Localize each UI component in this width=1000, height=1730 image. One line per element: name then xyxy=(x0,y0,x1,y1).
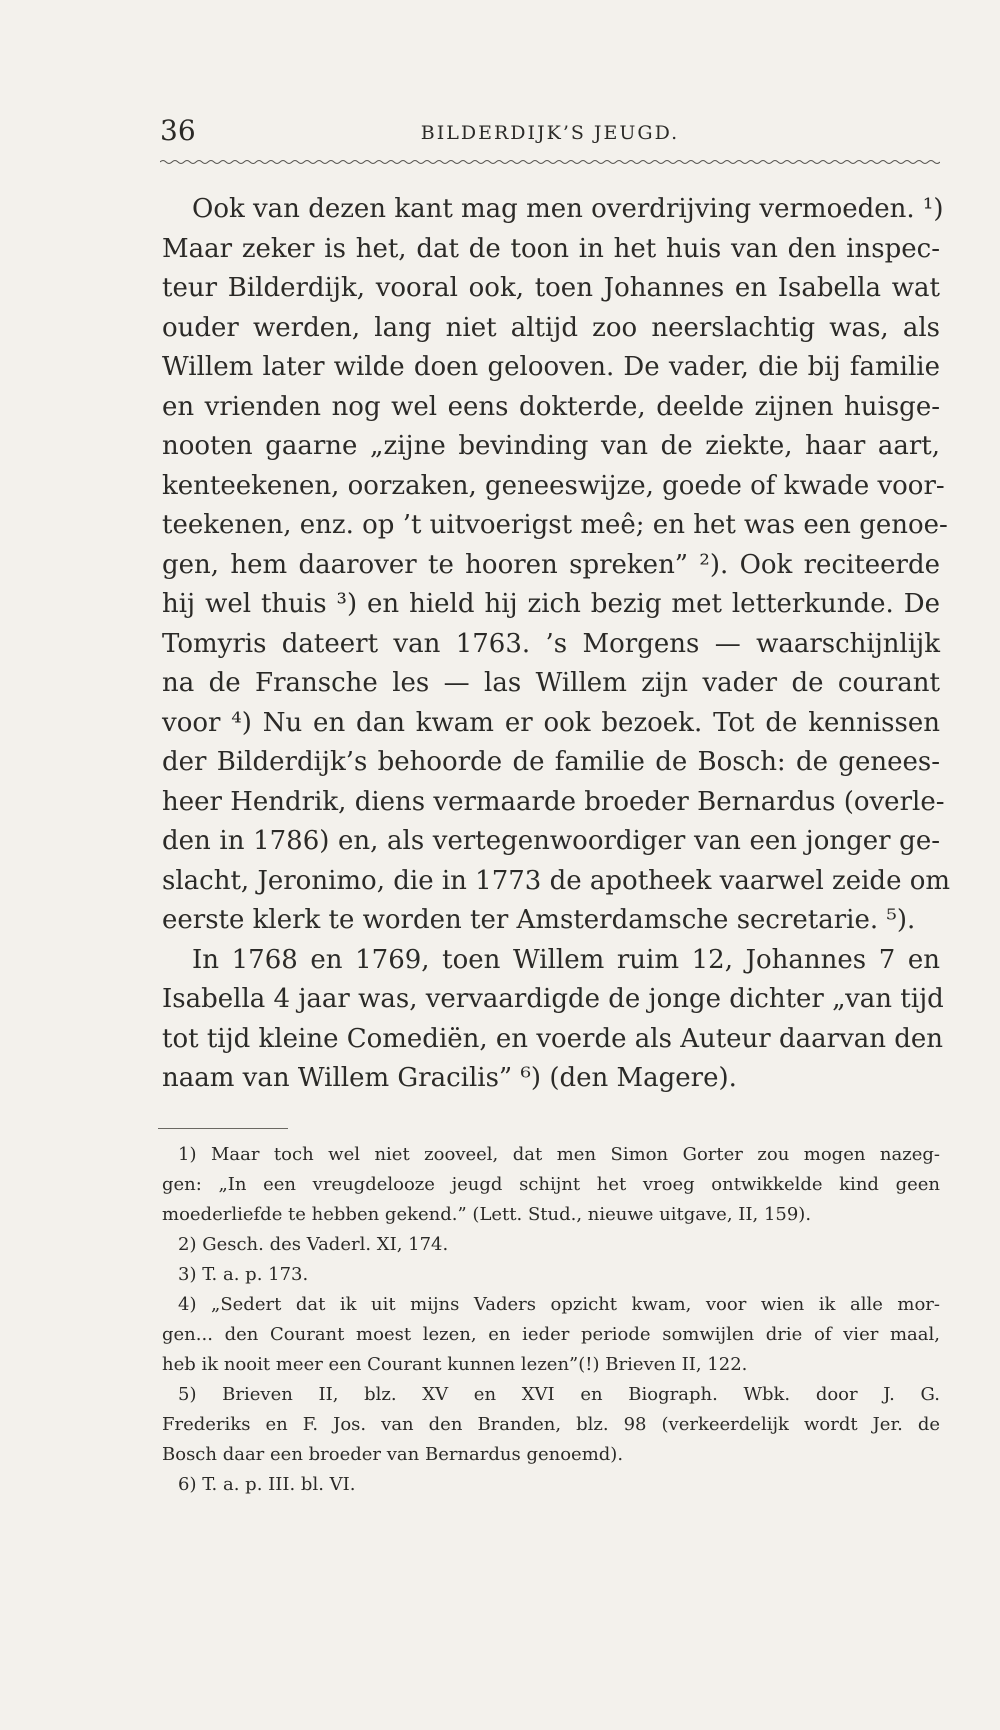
footnote-2 xyxy=(162,1230,940,1260)
footnote-line: 5) Brieven II, blz. XV en XVI en Biograph. Wbk. door J. G. xyxy=(178,1384,940,1405)
footnote-line: 2) Gesch. des Vaderl. XI, 174. xyxy=(178,1234,449,1255)
paragraph-2 xyxy=(162,941,944,1099)
text-line: gen, hem daarover te hooren spreken” ²). Ook reciteerde xyxy=(162,549,940,580)
text-line: heer Hendrik, diens vermaarde broeder Bernardus (overle- xyxy=(162,786,945,817)
footnote-separator xyxy=(158,1128,288,1129)
text-line: Ook van dezen kant mag men overdrijving vermoeden. ¹) xyxy=(192,194,944,224)
body-text xyxy=(162,190,951,1099)
footnote-line: 3) T. a. p. 173. xyxy=(178,1264,309,1285)
text-line: Maar zeker is het, dat de toon in het huis van den inspec- xyxy=(162,233,940,264)
text-line: nooten gaarne „zijne bevinding van de ziekte, haar aart, xyxy=(162,431,940,461)
page-header xyxy=(160,108,940,148)
text-line: tot tijd kleine Comediën, en voerde als Auteur daarvan den xyxy=(162,1023,944,1054)
text-line: teur Bilderdijk, vooral ook, toen Johannes en Isabella wat xyxy=(162,273,940,303)
text-line: teekenen, enz. op ’t uitvoerigst meê; en het was een genoe- xyxy=(162,510,948,540)
text-line: ouder werden, lang niet altijd zoo neerslachtig was, als xyxy=(162,312,940,343)
text-line: In 1768 en 1769, toen Willem ruim 12, Johannes 7 en xyxy=(192,944,940,975)
text-line: Tomyris dateert van 1763. ’s Morgens — waarschijnlijk xyxy=(162,628,940,659)
footnote-line: heb ik nooit meer een Courant kunnen lezen”(!) Brieven II, 122. xyxy=(162,1354,748,1375)
text-line: der Bilderdijk’s behoorde de familie de Bosch: de genees- xyxy=(162,747,940,777)
text-line: na de Fransche les — las Willem zijn vader de courant xyxy=(162,668,940,698)
footnote-1 xyxy=(162,1140,940,1230)
text-line: eerste klerk te worden ter Amsterdamsche secretarie. ⁵). xyxy=(162,905,916,935)
footnote-6 xyxy=(162,1470,940,1500)
text-line: naam van Willem Gracilis” ⁶) (den Magere). xyxy=(162,1063,737,1093)
footnote-3 xyxy=(162,1260,940,1290)
text-line: hij wel thuis ³) en hield hij zich bezig met letterkunde. De xyxy=(162,589,940,619)
footnote-line: gen... den Courant moest lezen, en ieder periode somwijlen drie of vier maal, xyxy=(162,1324,940,1345)
footnote-line: 1) Maar toch wel niet zooveel, dat men Simon Gorter zou mogen nazeg- xyxy=(178,1144,940,1165)
page-number: 36 xyxy=(160,114,196,147)
running-title: BILDERDIJK’S JEUGD. xyxy=(420,122,680,144)
text-line: kenteekenen, oorzaken, geneeswijze, goede of kwade voor- xyxy=(162,470,945,501)
footnote-line: Bosch daar een broeder van Bernardus genoemd). xyxy=(162,1444,624,1465)
text-line: Isabella 4 jaar was, vervaardigde de jonge dichter „van tijd xyxy=(162,984,944,1014)
footnote-5 xyxy=(162,1380,940,1470)
footnote-4 xyxy=(162,1290,940,1380)
text-line: en vrienden nog wel eens dokterde, deelde zijnen huisge- xyxy=(162,391,940,422)
footnote-line: Frederiks en F. Jos. van den Branden, blz. 98 (verkeerdelijk wordt Jer. de xyxy=(162,1414,940,1435)
footnote-line: 4) „Sedert dat ik uit mijns Vaders opzicht kwam, voor wien ik alle mor- xyxy=(178,1294,940,1315)
text-line: Willem later wilde doen gelooven. De vader, die bij familie xyxy=(162,352,940,382)
paragraph-1 xyxy=(162,190,951,941)
footnote-line: gen: „In een vreugdelooze jeugd schijnt het vroeg ontwikkelde kind geen xyxy=(162,1174,940,1195)
footnote-line: 6) T. a. p. III. bl. VI. xyxy=(178,1474,356,1495)
text-line: den in 1786) en, als vertegenwoordiger van een jonger ge- xyxy=(162,826,940,856)
header-ornamental-rule xyxy=(160,158,940,166)
footnotes xyxy=(162,1140,940,1500)
footnote-line: moederliefde te hebben gekend.” (Lett. Stud., nieuwe uitgave, II, 159). xyxy=(162,1204,812,1225)
text-line: slacht, Jeronimo, die in 1773 de apotheek vaarwel zeide om xyxy=(162,865,951,896)
text-line: voor ⁴) Nu en dan kwam er ook bezoek. Tot de kennissen xyxy=(162,707,940,738)
